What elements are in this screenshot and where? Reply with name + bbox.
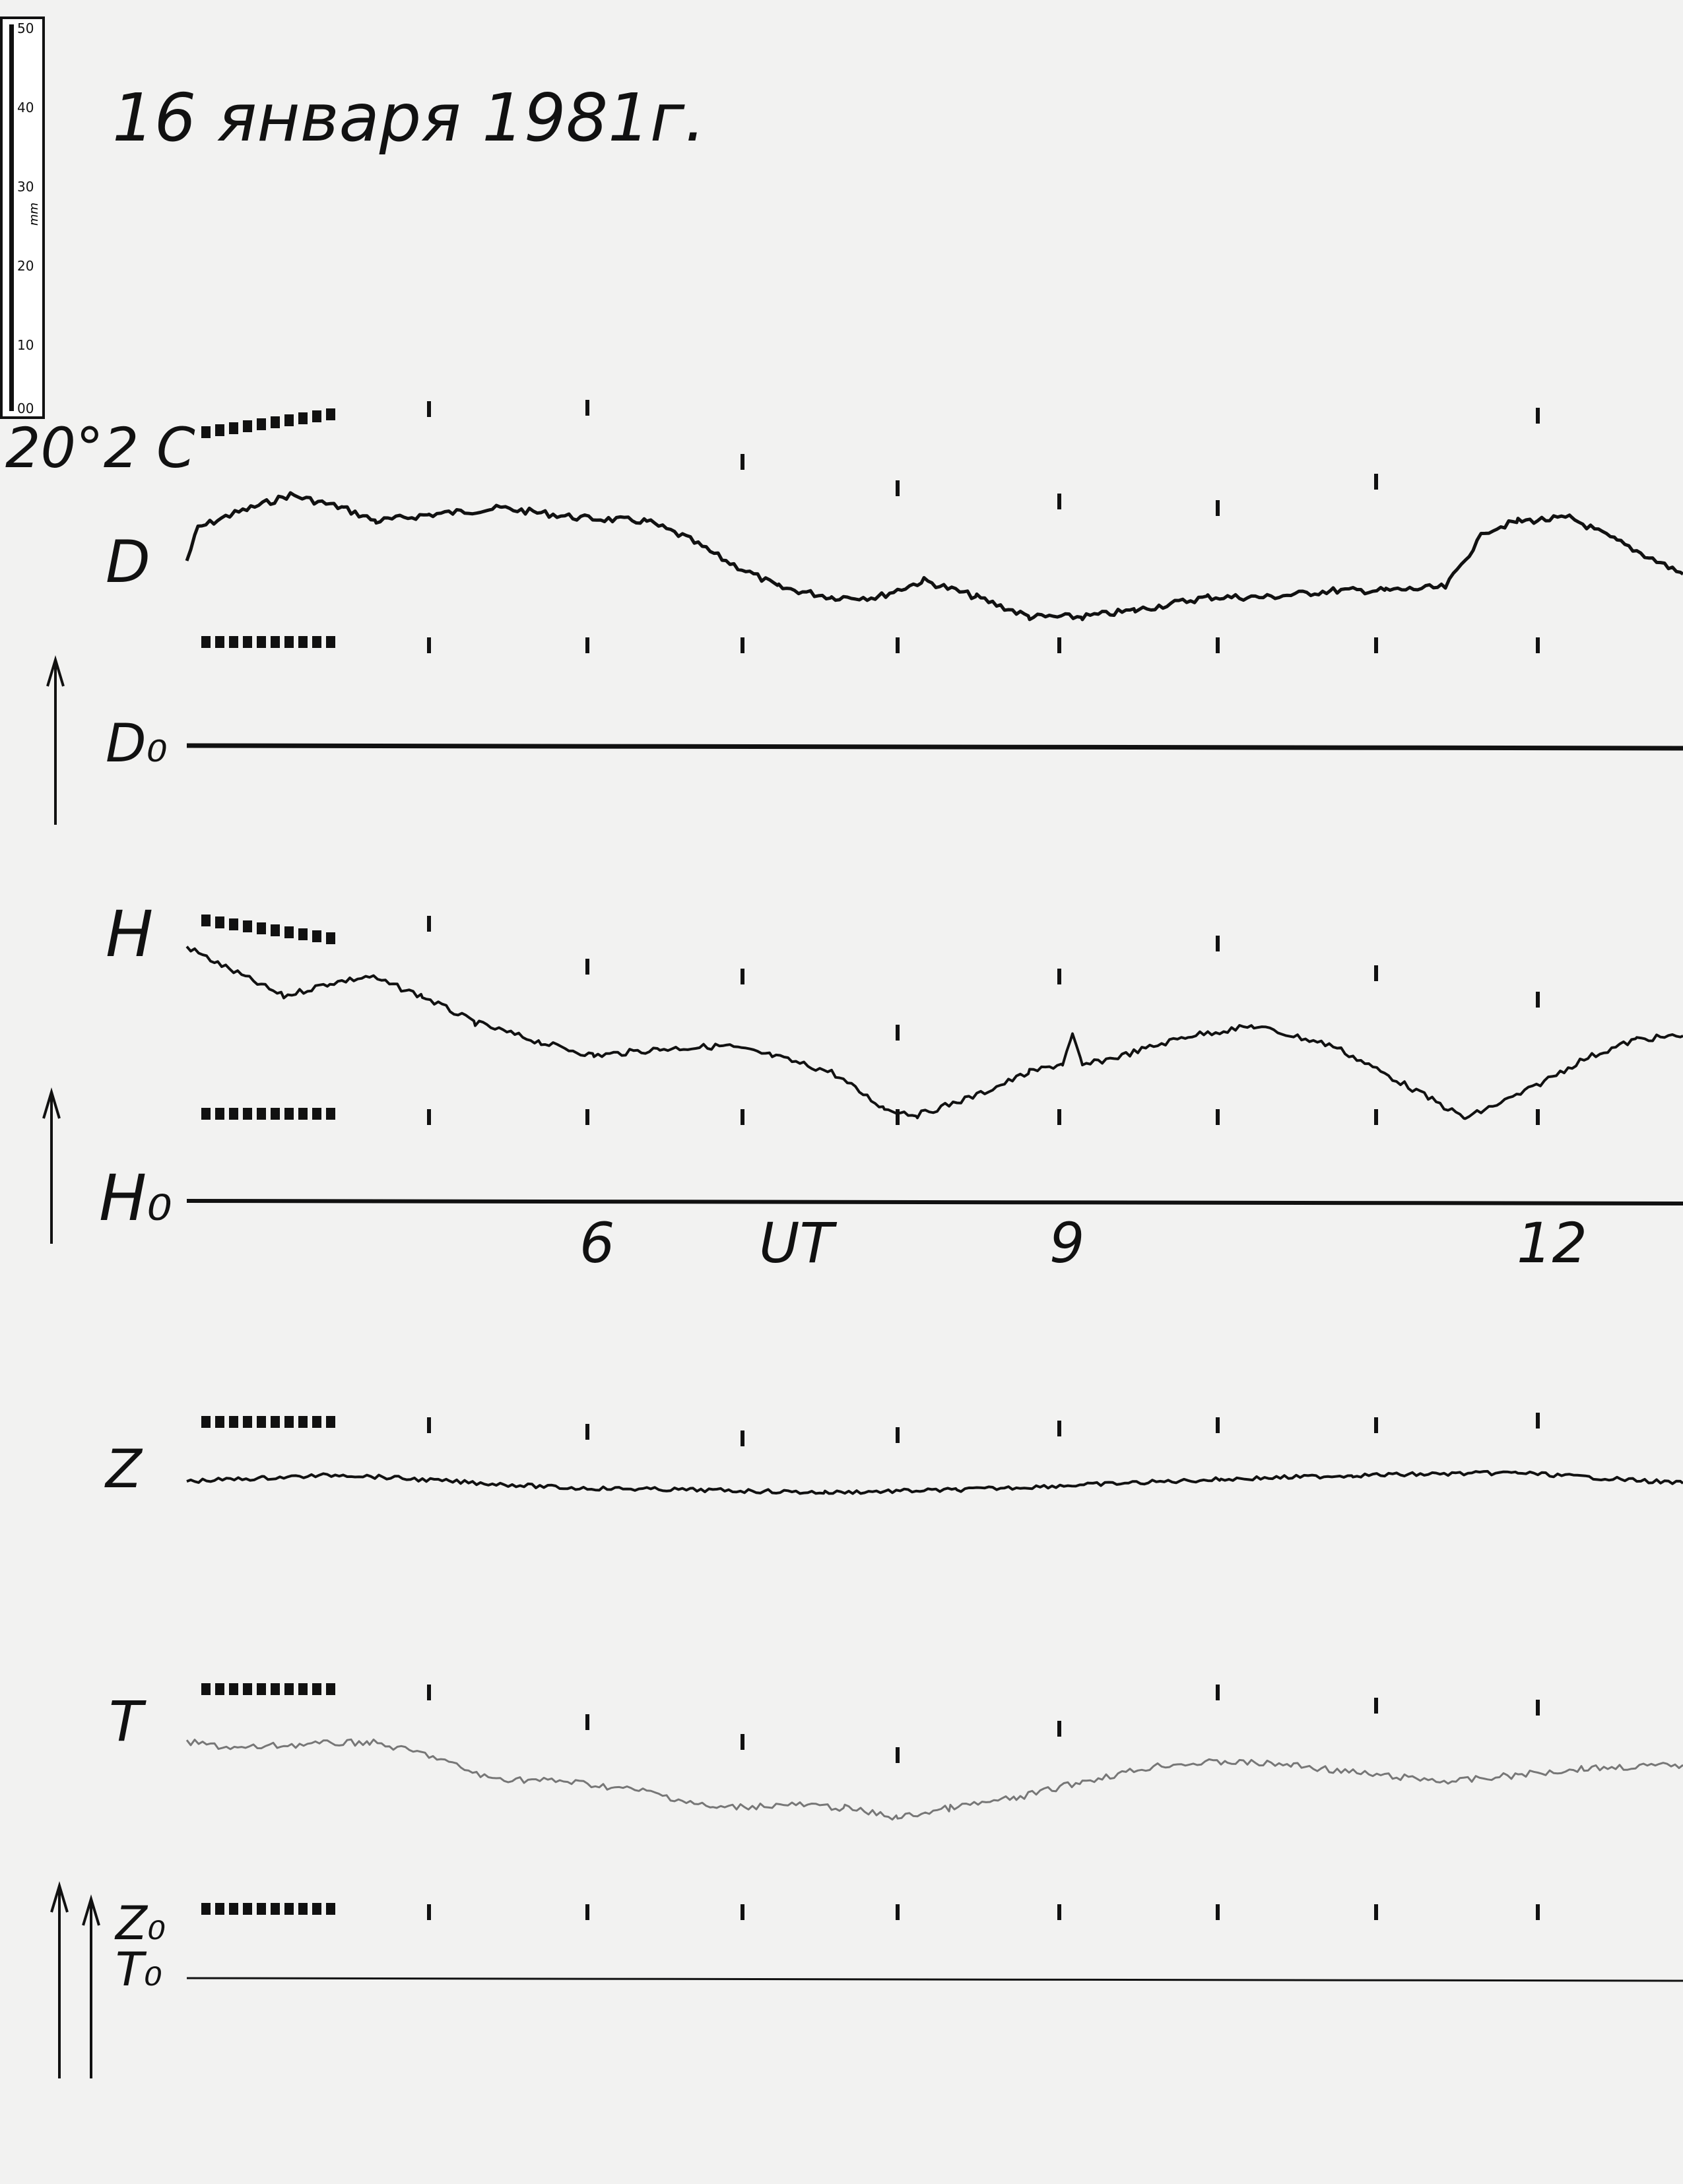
baseline-label-H0: H₀ (99, 1161, 172, 1235)
hour-mark (427, 1109, 431, 1125)
time-mark-cluster (215, 636, 224, 648)
trace-T (187, 1739, 1683, 1819)
time-mark-cluster (215, 1903, 224, 1915)
hour-mark (1536, 1109, 1540, 1125)
time-mark-cluster (326, 1416, 335, 1428)
hour-mark (741, 1904, 744, 1920)
time-mark-cluster (284, 636, 294, 648)
hour-mark (1057, 494, 1061, 509)
time-mark-cluster (326, 636, 335, 648)
time-mark-cluster (243, 1108, 252, 1120)
hour-mark (741, 1109, 744, 1125)
time-mark-cluster (298, 1683, 308, 1695)
hour-mark (1536, 1413, 1540, 1429)
hour-mark (1374, 965, 1378, 981)
trace-label-Z: Z (106, 1438, 142, 1500)
hour-mark (741, 454, 744, 470)
time-mark-cluster (215, 1108, 224, 1120)
time-mark-cluster (312, 1683, 321, 1695)
trace-H (187, 947, 1683, 1119)
hour-mark (585, 400, 589, 416)
scale-label: 20°2 C (5, 416, 195, 480)
hour-mark (585, 1904, 589, 1920)
hour-mark (896, 637, 900, 653)
time-mark-cluster (243, 1416, 252, 1428)
time-mark-cluster (257, 1108, 266, 1120)
hour-mark (1216, 637, 1220, 653)
baseline-2 (187, 1978, 1683, 1981)
magnetogram-traces (187, 493, 1683, 1820)
hour-mark (585, 959, 589, 975)
time-mark-cluster (312, 1903, 321, 1915)
time-mark-cluster (229, 1416, 238, 1428)
hour-mark (1216, 1109, 1220, 1125)
time-mark-cluster (284, 1108, 294, 1120)
time-mark-cluster (257, 1683, 266, 1695)
time-mark-cluster (201, 1903, 211, 1915)
time-mark-cluster (284, 1416, 294, 1428)
hour-mark (1216, 1685, 1220, 1700)
hour-mark (1216, 1904, 1220, 1920)
time-mark-cluster (229, 1903, 238, 1915)
ruler-label: 00 (17, 401, 34, 416)
time-mark-cluster (312, 1108, 321, 1120)
hour-mark (1057, 1109, 1061, 1125)
hour-mark (1374, 1417, 1378, 1433)
hour-mark (1536, 1700, 1540, 1716)
time-mark-cluster (229, 918, 238, 930)
trace-label-H: H (106, 897, 154, 971)
time-mark-cluster (312, 930, 321, 942)
time-label-6: 6 (579, 1211, 615, 1275)
hour-mark (1536, 1904, 1540, 1920)
time-mark-cluster (257, 922, 266, 934)
time-mark-cluster (243, 1903, 252, 1915)
ruler-label: 20 (17, 258, 34, 274)
hour-mark (1216, 936, 1220, 951)
time-mark-cluster (229, 636, 238, 648)
hour-mark (1057, 1721, 1061, 1737)
hour-mark (1216, 500, 1220, 516)
hour-mark (896, 1427, 900, 1443)
time-mark-cluster (229, 422, 238, 434)
time-mark-cluster (284, 1903, 294, 1915)
time-mark-cluster (298, 928, 308, 940)
ruler-label: 10 (17, 337, 34, 353)
time-mark-cluster (201, 426, 211, 438)
hour-mark (896, 480, 900, 496)
time-mark-cluster (215, 1683, 224, 1695)
time-label-12: 12 (1517, 1211, 1587, 1275)
scale-ruler (0, 16, 45, 419)
time-mark-cluster (326, 1108, 335, 1120)
ruler-label: 30 (17, 179, 34, 195)
time-mark-cluster (215, 424, 224, 436)
time-mark-cluster (271, 1108, 280, 1120)
time-mark-cluster (326, 932, 335, 944)
time-mark-cluster (271, 416, 280, 428)
hour-mark (741, 1430, 744, 1446)
baseline-label-Z0-T0: Z₀ T₀ (116, 1896, 166, 1997)
time-mark-cluster (271, 924, 280, 936)
hour-mark (1536, 408, 1540, 424)
hour-mark (427, 1904, 431, 1920)
time-mark-cluster (326, 408, 335, 420)
trace-Z (187, 1471, 1683, 1494)
trace-label-D: D (106, 528, 150, 596)
hour-mark (427, 1685, 431, 1700)
time-mark-cluster (284, 926, 294, 938)
time-mark-cluster (257, 418, 266, 430)
baseline-1 (187, 1201, 1683, 1204)
hour-mark (585, 1424, 589, 1440)
time-mark-cluster (201, 636, 211, 648)
trace-D (187, 493, 1683, 620)
ruler-bar (9, 24, 14, 411)
time-mark-cluster (201, 1108, 211, 1120)
time-mark-cluster (298, 1108, 308, 1120)
time-mark-cluster (298, 412, 308, 424)
baseline-0 (187, 746, 1683, 748)
ruler-unit: mm (27, 202, 42, 226)
time-mark-cluster (215, 1416, 224, 1428)
time-mark-cluster (326, 1903, 335, 1915)
hour-mark (896, 1904, 900, 1920)
hour-mark (585, 1714, 589, 1730)
hour-mark (427, 401, 431, 417)
time-mark-cluster (201, 1416, 211, 1428)
hour-mark (427, 1417, 431, 1433)
hour-mark (896, 1025, 900, 1041)
time-mark-cluster (257, 1416, 266, 1428)
time-mark-cluster (298, 636, 308, 648)
hour-mark (1536, 637, 1540, 653)
time-mark-cluster (229, 1683, 238, 1695)
time-mark-cluster (215, 916, 224, 928)
hour-mark (1057, 1904, 1061, 1920)
hour-mark (1374, 474, 1378, 490)
time-mark-cluster (243, 636, 252, 648)
hour-mark (1057, 637, 1061, 653)
ruler-label: 50 (17, 20, 34, 36)
time-mark-cluster (257, 636, 266, 648)
hour-mark (427, 916, 431, 932)
time-mark-cluster (271, 1903, 280, 1915)
time-mark-cluster (243, 420, 252, 432)
time-mark-cluster (312, 636, 321, 648)
hour-mark (741, 1734, 744, 1750)
time-label-ut: UT (759, 1211, 834, 1275)
time-mark-cluster (271, 1416, 280, 1428)
time-mark-cluster (201, 1683, 211, 1695)
time-label-9: 9 (1049, 1211, 1085, 1275)
time-mark-cluster (271, 1683, 280, 1695)
time-mark-cluster (326, 1683, 335, 1695)
time-mark-cluster (312, 410, 321, 422)
hour-mark (1216, 1417, 1220, 1433)
time-mark-cluster (284, 414, 294, 426)
hour-mark (1536, 992, 1540, 1008)
baseline-label-D0: D₀ (106, 713, 168, 774)
hour-mark (585, 1109, 589, 1125)
hour-mark (585, 637, 589, 653)
ruler-label: 40 (17, 100, 34, 115)
time-mark-cluster (229, 1108, 238, 1120)
time-mark-cluster (257, 1903, 266, 1915)
time-mark-cluster (243, 920, 252, 932)
hour-mark (896, 1109, 900, 1125)
hour-mark (1057, 969, 1061, 984)
time-mark-cluster (243, 1683, 252, 1695)
time-mark-cluster (312, 1416, 321, 1428)
direction-arrows (44, 660, 99, 2078)
hour-marks (201, 400, 1540, 1920)
time-mark-cluster (298, 1416, 308, 1428)
hour-mark (1057, 1421, 1061, 1436)
time-mark-cluster (201, 915, 211, 926)
page-title: 16 января 1981г. (112, 79, 706, 156)
hour-mark (1374, 1904, 1378, 1920)
hour-mark (741, 969, 744, 984)
baselines (187, 746, 1683, 1981)
hour-mark (1374, 1698, 1378, 1714)
hour-mark (1374, 637, 1378, 653)
time-mark-cluster (271, 636, 280, 648)
hour-mark (741, 637, 744, 653)
hour-mark (1374, 1109, 1378, 1125)
time-mark-cluster (298, 1903, 308, 1915)
hour-mark (427, 637, 431, 653)
hour-mark (896, 1747, 900, 1763)
trace-label-T: T (109, 1689, 143, 1754)
time-mark-cluster (284, 1683, 294, 1695)
